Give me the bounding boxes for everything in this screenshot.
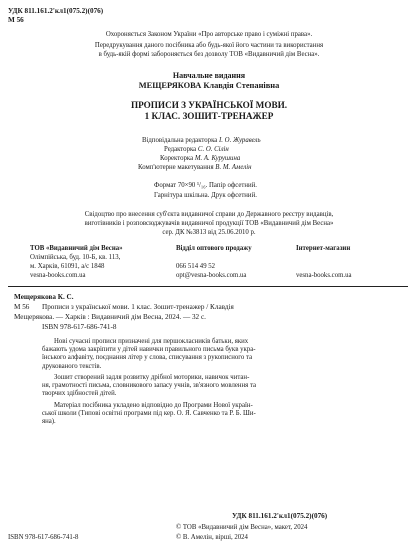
certificate-line-1: Свідоцтво про внесення суб'єкта видавничої справи до Державного реєстру видавців, <box>84 211 334 218</box>
credit-name: І. О. Журавель <box>219 137 261 144</box>
credit-proofreader <box>160 155 240 163</box>
format-info-2: Гарнітура шкільна. Друк офсетний. <box>154 192 257 199</box>
publisher-name: ТОВ «Видавничий дім Весна» <box>30 245 123 252</box>
paragraph-line: Зошит створений задля розвитку дрібної моторики, навичок читан- <box>54 374 250 381</box>
author-name: МЕЩЕРЯКОВА Клавдія Степанівна <box>138 81 280 90</box>
catalog-desc-2: Мещерякова. — Харків : Видавничий дім Весна, 2024. — 32 с. <box>14 313 206 321</box>
certificate-line-3: сер. ДК №3813 від 25.06.2010 р. <box>162 229 256 236</box>
credit-editor-in-charge <box>142 137 261 145</box>
copyright-notice-2: Передрукування даного посібника або будь-якої його частини та використання <box>94 42 324 49</box>
catalog-desc-1: Прописи з української мови. 1 клас. Зошит-тренажер / Клавдія <box>42 303 234 311</box>
wholesale-title: Відділ оптового продажу <box>176 245 252 252</box>
credit-name: В. М. Амелін <box>215 164 252 171</box>
wholesale-email: opt@vesna-books.com.ua <box>176 272 247 279</box>
footer-isbn: ISBN 978-617-686-741-8 <box>8 534 79 541</box>
credit-role: Комп'ютерне макетування <box>138 164 214 171</box>
shop-title: Інтернет-магазин <box>296 245 351 252</box>
credit-role: Коректорка <box>160 155 194 162</box>
edition-type: Навчальне видання <box>172 71 246 80</box>
credit-role: Відповідальна редакторка <box>142 137 218 144</box>
credit-layout <box>138 164 251 172</box>
credit-name: С. О. Сілін <box>197 146 229 153</box>
paragraph-line: бажають удома закріпити у дітей навички правильного письма букв укра- <box>42 346 256 354</box>
credit-editor <box>164 146 229 154</box>
credit-role: Редакторка <box>164 146 197 153</box>
paragraph-line: ня, грамотності письма, словникового запасу учнів, зв'язного мовлення та <box>42 382 257 390</box>
catalog-author: Мещерякова К. С. <box>14 293 74 301</box>
publisher-site: vesna-books.com.ua <box>30 272 86 279</box>
paragraph-line: друкованого текстів. <box>42 362 102 370</box>
bbk-code: М 56 <box>8 16 24 24</box>
paragraph-line: творчих здібностей дітей. <box>42 390 117 398</box>
wholesale-phone: 066 514 49 52 <box>176 263 216 270</box>
certificate-line-2: виготівників і розповсюджувачів видавничої продукції ТОВ «Видавничий дім Весна» <box>84 220 334 227</box>
udk-code: УДК 811.161.2'кл1(075.2)(076) <box>8 7 104 15</box>
format-info-1: Формат 70×90 ¹/₁₆. Папір офсетний. <box>154 182 257 189</box>
book-title-1: ПРОПИСИ З УКРАЇНСЬКОЇ МОВИ. <box>130 100 288 110</box>
copyright-author: © В. Амелін, вірші, 2024 <box>176 534 248 541</box>
footer-udk: УДК 811.161.2'кл1(075.2)(076) <box>232 512 328 520</box>
copyright-notice-3: в будь-якій формі забороняється без дозволу ТОВ «Видавничий дім Весна». <box>98 51 320 58</box>
paragraph-line: їнського алфавіту, поєднання літер у слова, списування з рукописного та <box>42 354 253 362</box>
catalog-paragraph-2 <box>42 374 388 399</box>
paragraph-line: яна). <box>42 418 56 426</box>
publisher-address-1: Олімпійська, буд. 10-Б, кв. 113, <box>30 254 121 261</box>
copyright-notice-1: Охороняється Законом України «Про авторське право і суміжні права». <box>105 31 313 38</box>
shop-site: vesna-books.com.ua <box>296 272 352 279</box>
catalog-isbn: ISBN 978-617-686-741-8 <box>42 323 117 331</box>
catalog-paragraph-1 <box>42 338 388 371</box>
copyright-publisher: © ТОВ «Видавничий дім Весна», макет, 2024 <box>176 524 308 531</box>
paragraph-line: ської школи (Типові освітні програми під кер. О. Я. Савченко та Р. Б. Ши- <box>42 410 256 418</box>
divider <box>8 286 408 287</box>
paragraph-line: Нові сучасні прописи призначені для першокласників батьки, яких <box>54 338 249 345</box>
catalog-paragraph-3 <box>42 402 388 427</box>
credit-name: М. А. Курушина <box>194 155 241 162</box>
book-title-2: 1 КЛАС. ЗОШИТ-ТРЕНАЖЕР <box>144 111 274 121</box>
paragraph-line: Матеріал посібника укладено відповідно до Програми Нової україн- <box>54 402 253 409</box>
catalog-code: М 56 <box>14 303 30 311</box>
publisher-address-2: м. Харків, 61091, а/с 1848 <box>30 263 105 270</box>
